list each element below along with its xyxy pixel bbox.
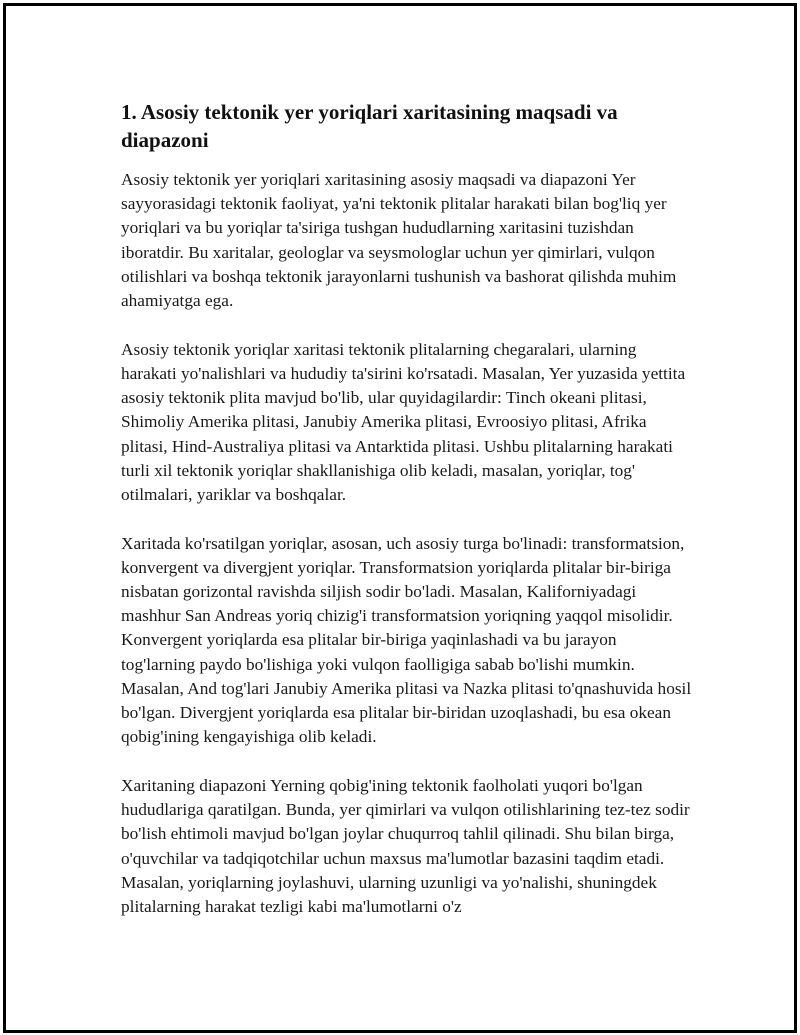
paragraph-map-range: Xaritaning diapazoni Yerning qobig'ining tektonik faolholati yuqori bo'lgan hududlariga qaratilgan. Bunda, yer qimirlari va vulqon otilishlarining tez-tez sodir bo'lish ehtimoli mavjud bo'lgan joylar chuqurroq tahlil qilinadi. Shu bilan birga, o'quvchilar va tadqiqotchilar uchun maxsus ma'lumotlar bazasini taqdim etadi. Masalan, yoriqlarning joylashuvi, ularning uzunligi va yo'nalishi, shuningdek plitalarning harakat tezligi kabi ma'lumotlarni o'z xyxy=(121,775,690,916)
page-frame xyxy=(3,3,797,1033)
document-body xyxy=(121,98,693,944)
paragraph-fault-types: Xaritada ko'rsatilgan yoriqlar, asosan, uch asosiy turga bo'linadi: transformatsion, konvergent va divergjent yoriqlar. Transformatsion yoriqlarda plitalar bir-biriga nisbatan gorizontal ravishda siljish sodir bo'ladi. Masalan, Kaliforniyadagi mashhur San Andreas yoriq chizig'i transformatsion yoriqning yaqqol misolidir. Konvergent yoriqlarda esa plitalar bir-biriga yaqinlashadi va bu jarayon tog'larning paydo bo'lishiga yoki vulqon faolligiga sabab bo'lishi mumkin. Masalan, And tog'lari Janubiy Amerika plitasi va Nazka plitasi to'qnashuvida hosil bo'lgan. Divergjent yoriqlarda esa plitalar bir-biridan uzoqlashadi, bu esa okean qobig'ining kengayishiga olib keladi. xyxy=(121,533,692,747)
paragraph-purpose: Asosiy tektonik yer yoriqlari xaritasining asosiy maqsadi va diapazoni Yer sayyorasidagi tektonik faoliyat, ya'ni tektonik plitalar harakati bilan bog'liq yer yoriqlari va bu yoriqlar ta'siriga tushgan hududlarning xaritasini tuzishdan iboratdir. Bu xaritalar, geologlar va seysmologlar uchun yer qimirlari, vulqon otilishlari va boshqa tektonik jarayonlarni tushunish va bashorat qilishda muhim ahamiyatga ega. xyxy=(121,170,677,311)
paragraph-plates: Asosiy tektonik yoriqlar xaritasi tektonik plitalarning chegaralari, ularning harakati yo'nalishlari va hududiy ta'sirini ko'rsatadi. Masalan, Yer yuzasida yettita asosiy tektonik plita mavjud bo'lib, ular quyidagilardir: Tinch okeani plitasi, Shimoliy Amerika plitasi, Janubiy Amerika plitasi, Evroosiyo plitasi, Afrika plitasi, Hind-Australiya plitasi va Antarktida plitasi. Ushbu plitalarning harakati turli xil tektonik yoriqlar shakllanishiga olib keladi, masalan, yoriqlar, tog' otilmalari, yariklar va boshqalar. xyxy=(121,339,686,504)
section-heading: 1. Asosiy tektonik yer yoriqlari xaritasining maqsadi va diapazoni xyxy=(121,100,618,152)
